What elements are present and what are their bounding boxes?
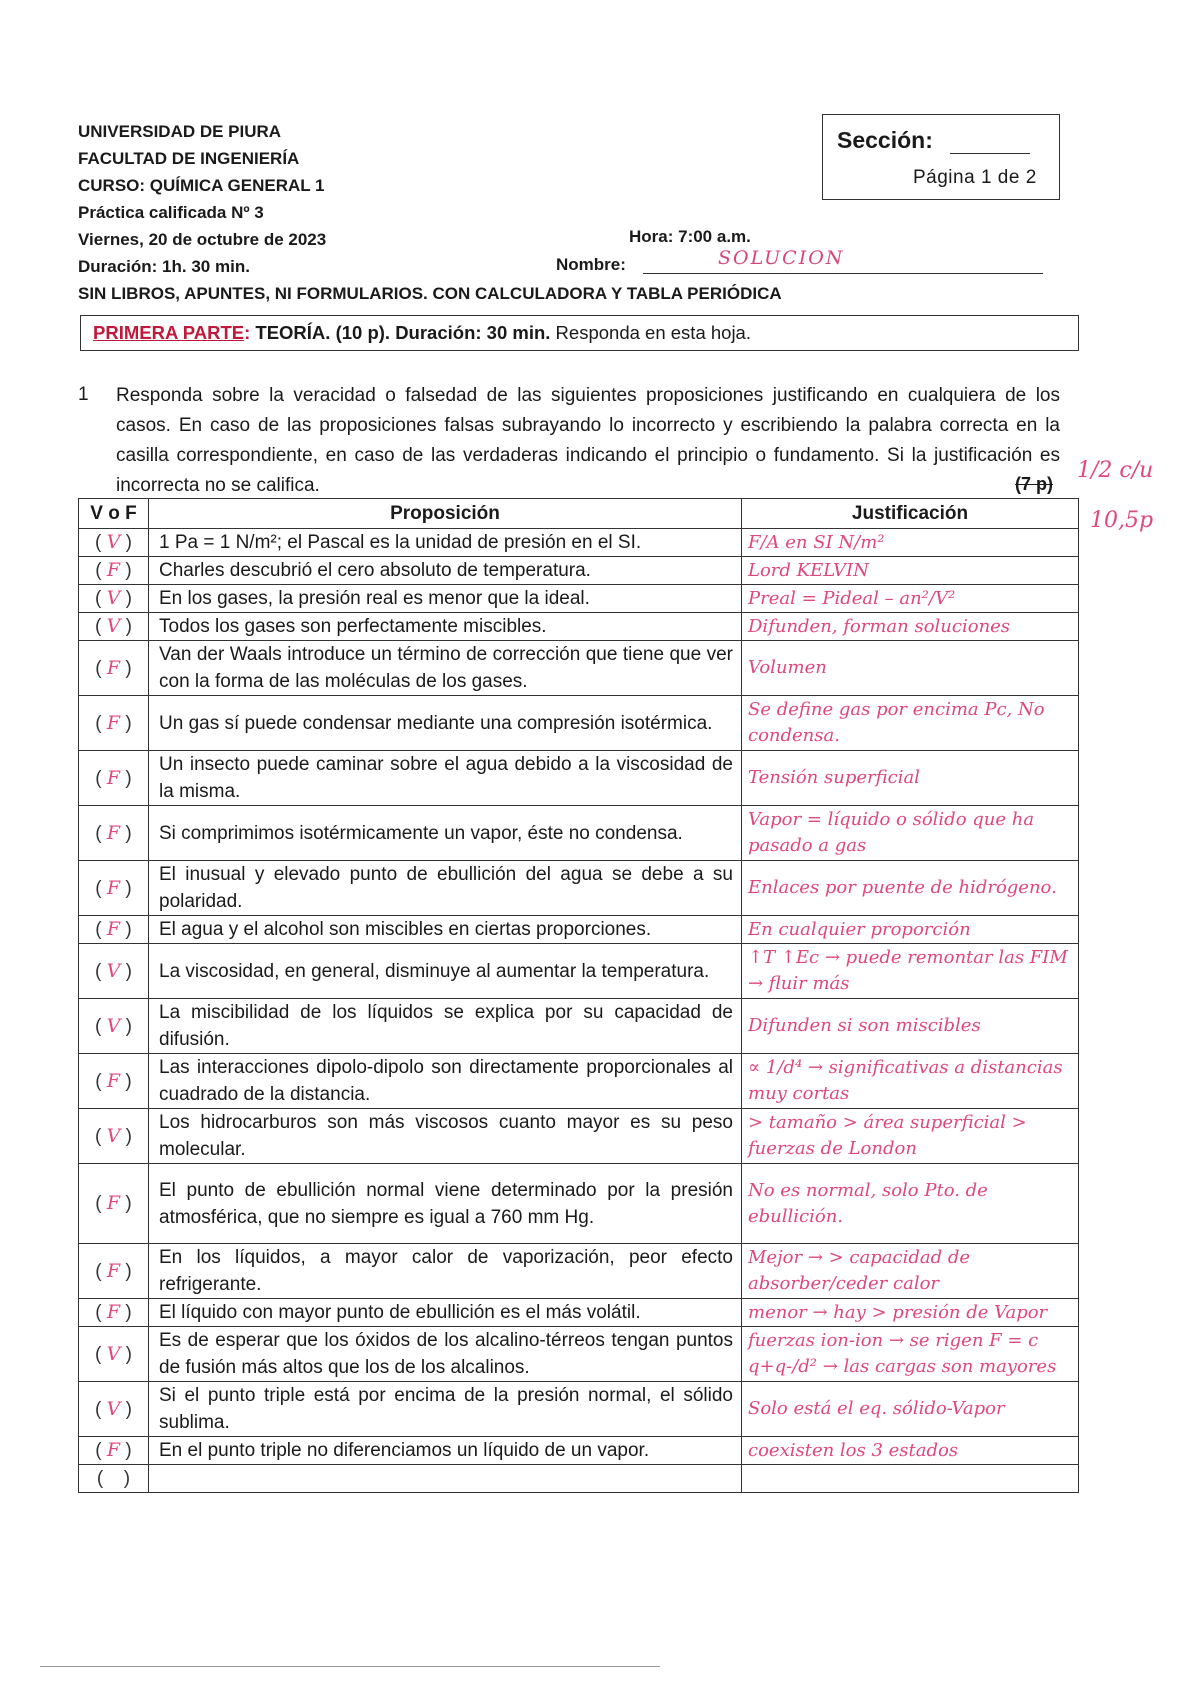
table-row [79,1465,1079,1493]
vf-cell: ( V ) [79,613,149,641]
justification-text: Vapor = líquido o sólido que ha pasado a gas [742,806,1079,861]
table-row [79,641,1079,696]
proposition-text: Los hidrocarburos son más viscosos cuanto mayor es su peso molecular. [149,1109,742,1164]
table-row [79,1299,1079,1327]
vf-cell: ( V ) [79,1327,149,1382]
university-name: UNIVERSIDAD DE PIURA [78,122,282,141]
vf-answer: F [106,821,121,844]
table-row [79,557,1079,585]
justification-text [742,1465,1079,1493]
vf-cell: ( F ) [79,641,149,696]
part-label: PRIMERA PARTE [93,322,245,343]
vf-answer: F [106,766,121,789]
proposition-text: Si el punto triple está por encima de la presión normal, el sólido sublima. [149,1382,742,1437]
table-row [79,1437,1079,1465]
justification-text: Difunden, forman soluciones [742,613,1079,641]
vf-cell: ( F ) [79,1164,149,1244]
justification-text: No es normal, solo Pto. de ebullición. [742,1164,1079,1244]
part-colon: : [244,322,251,343]
proposition-text: Un insecto puede caminar sobre el agua debido a la viscosidad de la misma. [149,751,742,806]
justification-text: Volumen [742,641,1079,696]
proposition-text: 1 Pa = 1 N/m²; el Pascal es la unidad de presión en el SI. [149,529,742,557]
table-row [79,529,1079,557]
table-row [79,1382,1079,1437]
justification-text: En cualquier proporción [742,916,1079,944]
header-proposition: Proposición [149,499,742,529]
vf-answer: F [106,1301,121,1323]
part-instruction: Responda en esta hoja. [550,322,751,343]
question-number: 1 [78,384,89,405]
table-header-row [79,499,1079,529]
section-label: Sección: [837,127,933,153]
proposition-text: Si comprimimos isotérmicamente un vapor, éste no condensa. [149,806,742,861]
vf-cell: ( F ) [79,557,149,585]
section-box [822,114,1060,200]
part-title: TEORÍA. (10 p). Duración: 30 min. [250,322,551,343]
vf-cell: ( V ) [79,999,149,1054]
grade-total: 10,5p [1090,508,1154,533]
vf-cell: ( F ) [79,1244,149,1299]
vf-answer: F [106,1069,121,1092]
proposition-text: El agua y el alcohol son miscibles en ciertas proporciones. [149,916,742,944]
vf-answer: V [106,531,121,553]
grade-note: 1/2 c/u [1077,458,1154,483]
proposition-text: Todos los gases son perfectamente miscibles. [149,613,742,641]
exam-title: Práctica calificada Nº 3 [78,203,264,222]
vf-answer: F [106,1192,121,1214]
justification-text: ∝ 1/d⁴ → significativas a distancias muy cortas [742,1054,1079,1109]
page-bottom-rule [40,1666,660,1667]
proposition-text: La miscibilidad de los líquidos se explica por su capacidad de difusión. [149,999,742,1054]
vf-answer: V [106,1014,121,1037]
question-text: Responda sobre la veracidad o falsedad de las siguientes proposiciones justificando en cualquiera de los casos. En caso de las proposiciones falsas subrayando lo incorrecto y escribiendo la palabra correcta en la casilla correspondiente, en caso de las verdaderas indicando el principio o fundamento. Si la justificación es incorrecta no se califica. [116,385,1060,496]
proposition-text: Es de esperar que los óxidos de los alcalino-térreos tengan puntos de fusión más altos que los de los alcalinos. [149,1327,742,1382]
proposition-text: En los gases, la presión real es menor que la ideal. [149,585,742,613]
justification-text: fuerzas ion-ion → se rigen F = c q+q-/d² → las cargas son mayores [742,1327,1079,1382]
vf-cell: ( V ) [79,585,149,613]
proposition-text: El inusual y elevado punto de ebullición del agua se debe a su polaridad. [149,861,742,916]
table-row [79,806,1079,861]
table-row [79,999,1079,1054]
table-row [79,751,1079,806]
justification-text: > tamaño > área superficial > fuerzas de London [742,1109,1079,1164]
vf-cell: ( F ) [79,1437,149,1465]
vf-cell: ( F ) [79,916,149,944]
table-row [79,585,1079,613]
proposition-text [149,1465,742,1493]
proposition-text: Van der Waals introduce un término de corrección que tiene que ver con la forma de las moléculas de los gases. [149,641,742,696]
vf-cell: ( F ) [79,751,149,806]
proposition-text: Charles descubrió el cero absoluto de temperatura. [149,557,742,585]
header-justification: Justificación [742,499,1079,529]
justification-text: Preal = Pideal – an²/V² [742,585,1079,613]
table-row [79,613,1079,641]
vf-answer: V [106,1397,121,1420]
table-row [79,916,1079,944]
proposition-text: El punto de ebullición normal viene determinado por la presión atmosférica, que no siempre es igual a 760 mm Hg. [149,1164,742,1244]
vf-cell: ( V ) [79,1109,149,1164]
page-number: Página 1 de 2 [913,167,1037,188]
vf-answer: V [106,959,121,982]
vf-cell: ( F ) [79,861,149,916]
justification-text: Solo está el eq. sólido-Vapor [742,1382,1079,1437]
vf-answer: F [106,876,121,899]
vf-answer: F [106,1259,121,1282]
vf-cell: ( V ) [79,1382,149,1437]
vf-answer: V [106,587,121,609]
vf-answer: V [106,1124,121,1147]
course-name: CURSO: QUÍMICA GENERAL 1 [78,176,325,195]
section-field-line [950,153,1030,154]
table-row [79,1054,1079,1109]
proposition-text: Las interacciones dipolo-dipolo son directamente proporcionales al cuadrado de la distancia. [149,1054,742,1109]
justification-text: ↑T ↑Ec → puede remontar las FIM → fluir más [742,944,1079,999]
true-false-table [78,498,1079,1493]
vf-answer: F [106,1439,121,1461]
vf-answer: F [106,656,121,679]
vf-answer: F [106,711,121,734]
part-banner [80,315,1079,351]
vf-answer: V [106,615,121,637]
justification-text: Se define gas por encima Pc, No condensa. [742,696,1079,751]
proposition-text: En el punto triple no diferenciamos un líquido de un vapor. [149,1437,742,1465]
justification-text: Enlaces por puente de hidrógeno. [742,861,1079,916]
table-row [79,1109,1079,1164]
vf-cell: ( V ) [79,529,149,557]
vf-cell: ( F ) [79,1054,149,1109]
proposition-text: La viscosidad, en general, disminuye al aumentar la temperatura. [149,944,742,999]
name-value: SOLUCION [718,247,845,269]
justification-text: Mejor → > capacidad de absorber/ceder calor [742,1244,1079,1299]
justification-text: Lord KELVIN [742,557,1079,585]
vf-cell: ( V ) [79,944,149,999]
justification-text: menor → hay > presión de Vapor [742,1299,1079,1327]
question-points: (7 p) [1015,474,1053,494]
name-field-line [643,273,1043,274]
vf-cell: ( ) [79,1465,149,1493]
vf-cell: ( F ) [79,1299,149,1327]
faculty-name: FACULTAD DE INGENIERÍA [78,149,300,168]
header-vf: V o F [79,499,149,529]
table-row [79,1164,1079,1244]
proposition-text: En los líquidos, a mayor calor de vaporización, peor efecto refrigerante. [149,1244,742,1299]
vf-cell: ( F ) [79,806,149,861]
justification-text: Difunden si son miscibles [742,999,1079,1054]
vf-answer: V [106,1342,121,1365]
exam-date: Viernes, 20 de octubre de 2023 [78,230,327,249]
table-row [79,1244,1079,1299]
exam-rules: SIN LIBROS, APUNTES, NI FORMULARIOS. CON CALCULADORA Y TABLA PERIÓDICA [78,284,782,303]
table-row [79,861,1079,916]
header-block [78,118,326,280]
proposition-text: El líquido con mayor punto de ebullición es el más volátil. [149,1299,742,1327]
justification-text: Tensión superficial [742,751,1079,806]
vf-cell: ( F ) [79,696,149,751]
vf-answer: F [106,918,121,940]
vf-answer: F [106,559,121,581]
table-row [79,944,1079,999]
name-label: Nombre: [556,255,626,274]
exam-duration: Duración: 1h. 30 min. [78,257,250,276]
table-row [79,696,1079,751]
justification-text: coexisten los 3 estados [742,1437,1079,1465]
exam-time: Hora: 7:00 a.m. [629,227,751,246]
proposition-text: Un gas sí puede condensar mediante una compresión isotérmica. [149,696,742,751]
table-row [79,1327,1079,1382]
justification-text: F/A en SI N/m² [742,529,1079,557]
